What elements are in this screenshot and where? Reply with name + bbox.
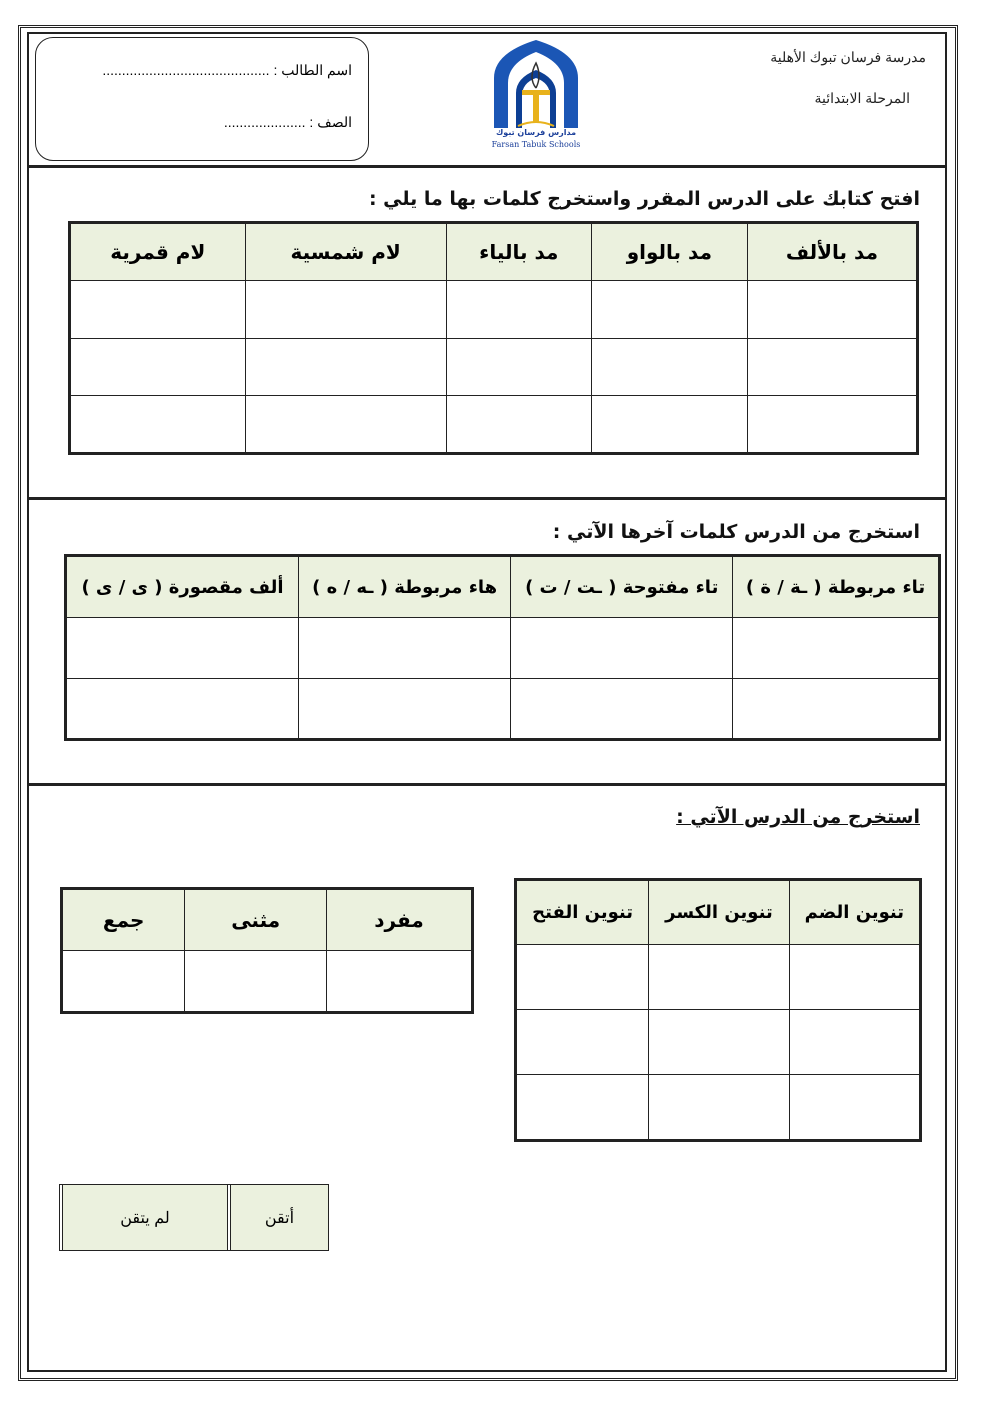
answer-cell[interactable]: [649, 1010, 790, 1075]
header-tanween-fath: تنوين الفتح: [516, 880, 649, 945]
answer-cell[interactable]: [511, 679, 733, 740]
header-plural: جمع: [62, 889, 185, 951]
header-madd-ya: مد بالياء: [446, 223, 591, 281]
table-row: [70, 396, 918, 454]
header-madd-waw: مد بالواو: [591, 223, 747, 281]
assessment-table: [59, 1184, 329, 1251]
not-mastered-box[interactable]: [60, 1185, 63, 1251]
header-ha-marbuta: هاء مربوطة ( ـه / ه ): [299, 556, 511, 618]
student-name-label: اسم الطالب :: [273, 62, 352, 78]
header-lam-qamariya: لام قمرية: [70, 223, 246, 281]
answer-cell[interactable]: [516, 945, 649, 1010]
header-ta-maftuha: تاء مفتوحة ( ـت / ت ): [511, 556, 733, 618]
section3-title: استخرج من الدرس الآتي :: [676, 806, 920, 828]
answer-cell[interactable]: [245, 339, 446, 396]
header-tanween-damm: تنوين الضم: [789, 880, 920, 945]
answer-cell[interactable]: [789, 945, 920, 1010]
answer-cell[interactable]: [66, 618, 299, 679]
mastered-label: أتقن: [230, 1185, 328, 1251]
tanween-table: [514, 878, 922, 1142]
answer-cell[interactable]: [70, 281, 246, 339]
logo-text-arabic: مدارس فرسان تبوك: [495, 128, 577, 137]
header-madd-alif: مد بالألف: [747, 223, 917, 281]
school-stage: المرحلة الابتدائية: [814, 90, 910, 106]
answer-cell[interactable]: [591, 339, 747, 396]
answer-cell[interactable]: [516, 1010, 649, 1075]
table-row: [70, 281, 918, 339]
word-endings-table: [64, 554, 941, 741]
not-mastered-label: لم يتقن: [63, 1185, 227, 1251]
table-row: [62, 951, 473, 1013]
school-name: مدرسة فرسان تبوك الأهلية: [770, 49, 926, 65]
mastered-box[interactable]: [227, 1185, 230, 1251]
answer-cell[interactable]: [789, 1010, 920, 1075]
section-divider: [27, 783, 945, 786]
answer-cell[interactable]: [66, 679, 299, 740]
answer-cell[interactable]: [591, 281, 747, 339]
long-vowels-table: [68, 221, 919, 455]
singular-dual-plural-table: [60, 887, 474, 1014]
answer-cell[interactable]: [245, 396, 446, 454]
answer-cell[interactable]: [511, 618, 733, 679]
school-logo: [486, 38, 586, 153]
section2-title: استخرج من الدرس كلمات آخرها الآتي :: [552, 521, 920, 543]
answer-cell[interactable]: [747, 396, 917, 454]
class-field[interactable]: [224, 114, 352, 131]
section-divider: [27, 165, 945, 168]
section-divider: [27, 497, 945, 500]
answer-cell[interactable]: [516, 1075, 649, 1141]
table-row: [516, 1075, 921, 1141]
answer-cell[interactable]: [62, 951, 185, 1013]
student-name-field[interactable]: [102, 62, 352, 79]
logo-text-english: Farsan Tabuk Schools: [491, 140, 581, 149]
header-alif-maqsura: ألف مقصورة ( ى / ى ): [66, 556, 299, 618]
student-name-dots: ...........................................: [102, 62, 270, 78]
answer-cell[interactable]: [446, 396, 591, 454]
table-row: [516, 1010, 921, 1075]
answer-cell[interactable]: [299, 618, 511, 679]
table-row: [66, 679, 940, 740]
header-singular: مفرد: [327, 889, 473, 951]
table-row: [70, 339, 918, 396]
answer-cell[interactable]: [591, 396, 747, 454]
header-dual: مثنى: [185, 889, 327, 951]
answer-cell[interactable]: [733, 679, 940, 740]
answer-cell[interactable]: [446, 281, 591, 339]
logo-arch-icon: [486, 38, 586, 138]
header-ta-marbuta: تاء مربوطة ( ـة / ة ): [733, 556, 940, 618]
header-tanween-kasr: تنوين الكسر: [649, 880, 790, 945]
answer-cell[interactable]: [649, 945, 790, 1010]
answer-cell[interactable]: [446, 339, 591, 396]
answer-cell[interactable]: [70, 396, 246, 454]
answer-cell[interactable]: [649, 1075, 790, 1141]
header-lam-shamsiya: لام شمسية: [245, 223, 446, 281]
answer-cell[interactable]: [185, 951, 327, 1013]
answer-cell[interactable]: [747, 281, 917, 339]
student-info-box: [35, 37, 369, 161]
answer-cell[interactable]: [789, 1075, 920, 1141]
answer-cell[interactable]: [733, 618, 940, 679]
section1-title: افتح كتابك على الدرس المقرر واستخرج كلمات بها ما يلي :: [368, 188, 920, 210]
table-row: [516, 945, 921, 1010]
answer-cell[interactable]: [299, 679, 511, 740]
class-label: الصف :: [309, 114, 352, 130]
table-row: [66, 618, 940, 679]
answer-cell[interactable]: [70, 339, 246, 396]
answer-cell[interactable]: [327, 951, 473, 1013]
answer-cell[interactable]: [245, 281, 446, 339]
class-dots: .....................: [223, 114, 306, 130]
answer-cell[interactable]: [747, 339, 917, 396]
